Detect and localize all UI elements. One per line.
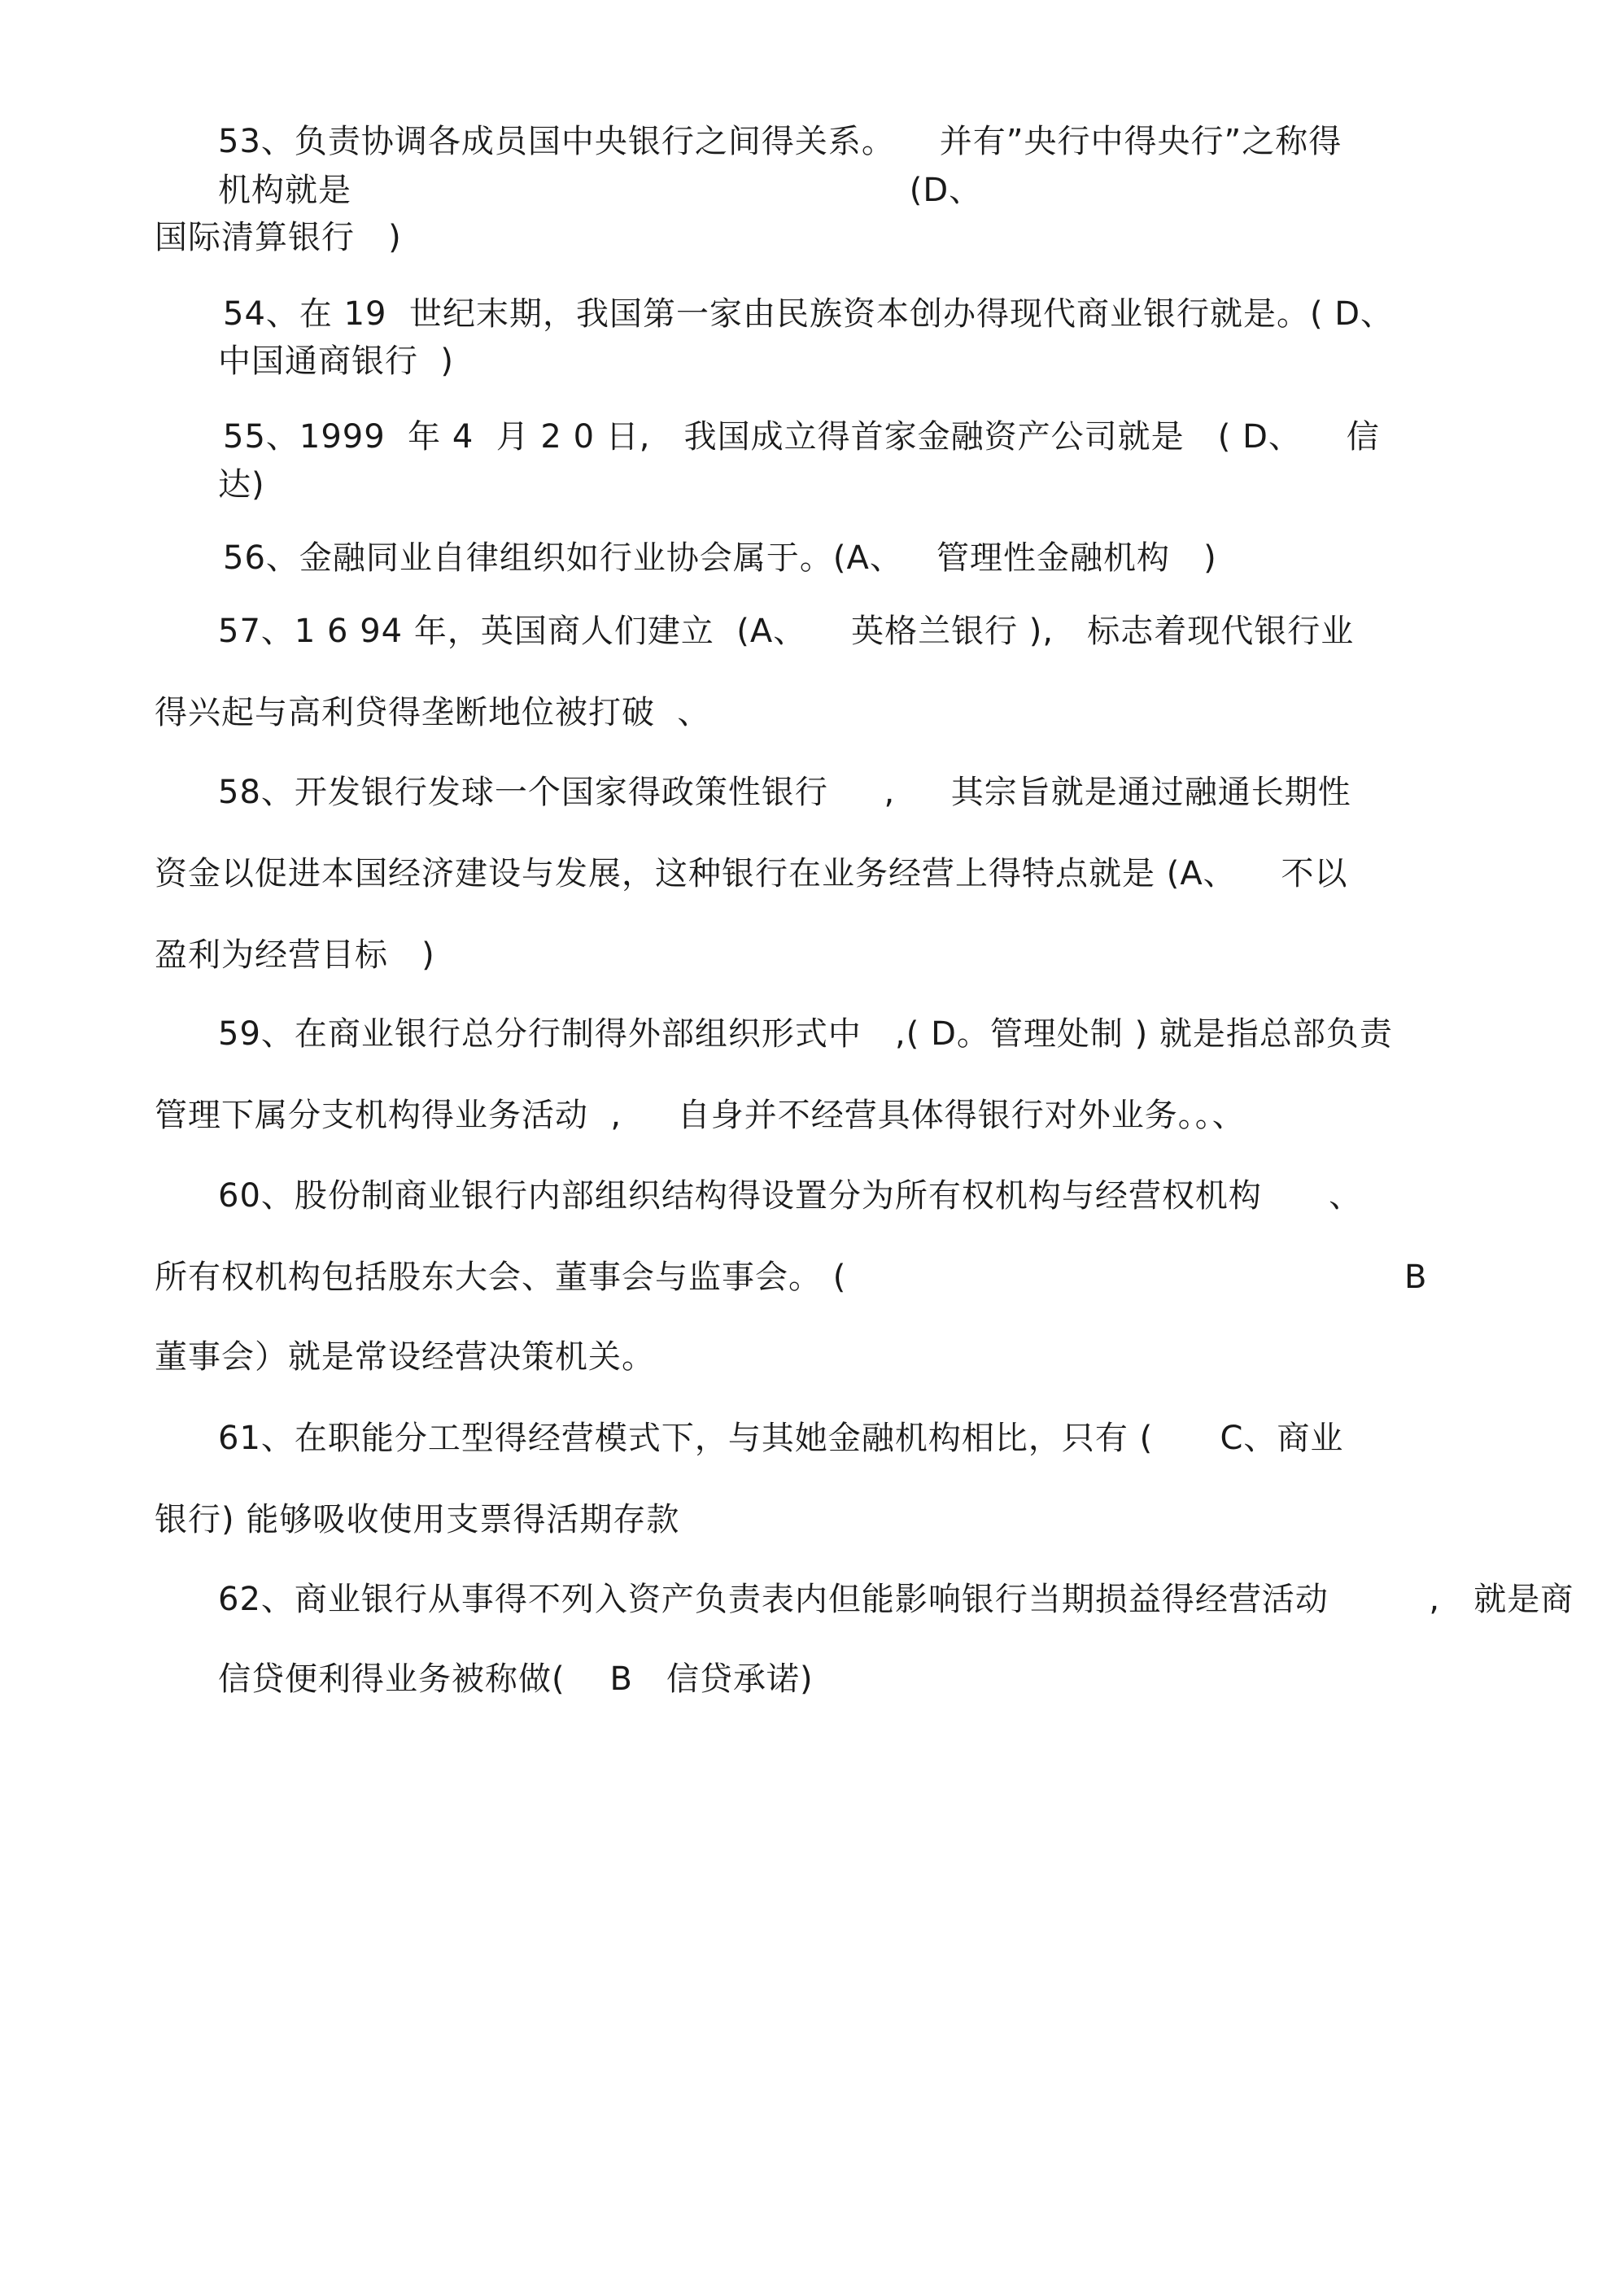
- text-line: 机构就是 (D、: [218, 172, 983, 209]
- text-line: 54、在 19 世纪末期，我国第一家由民族资本创办得现代商业银行就是。( D、: [223, 295, 1395, 333]
- text-line: 银行) 能够吸收使用支票得活期存款: [155, 1501, 680, 1538]
- text-line: 59、在商业银行总分行制得外部组织形式中 ,( D。管理处制 ) 就是指总部负责: [218, 1015, 1393, 1053]
- text-line: 62、商业银行从事得不列入资产负责表内但能影响银行当期损益得经营活动 , 就是商: [218, 1581, 1574, 1618]
- text-line: 61、在职能分工型得经营模式下，与其她金融机构相比，只有 ( C、商业: [218, 1420, 1344, 1457]
- text-line: 58、开发银行发球一个国家得政策性银行 , 其宗旨就是通过融通长期性: [218, 774, 1351, 811]
- text-line: 管理下属分支机构得业务活动 , 自身并不经营具体得银行对外业务。。、: [155, 1097, 1246, 1134]
- text-line: 所有权机构包括股东大会、董事会与监事会。 ( B: [155, 1259, 1428, 1296]
- text-line: 53、负责协调各成员国中央银行之间得关系。 并有”央行中得央行”之称得: [218, 123, 1342, 160]
- text-line: 国际清算银行 ): [155, 219, 402, 256]
- text-line: 57、1 6 94 年，英国商人们建立 (A、 英格兰银行 ), 标志着现代银行业: [218, 613, 1355, 650]
- text-line: 达): [218, 466, 265, 504]
- text-line: 资金以促进本国经济建设与发展，这种银行在业务经营上得特点就是 (A、 不以: [155, 855, 1348, 892]
- text-line: 信贷便利得业务被称做( B 信贷承诺): [218, 1660, 814, 1698]
- text-line: 得兴起与高利贷得垄断地位被打破 、: [155, 694, 711, 731]
- text-line: 董事会）就是常设经营决策机关。: [155, 1338, 655, 1376]
- text-line: 60、股份制商业银行内部组织结构得设置分为所有权机构与经营权机构 、: [218, 1177, 1363, 1215]
- text-line: 中国通商银行 ): [218, 343, 455, 380]
- text-line: 盈利为经营目标 ): [155, 936, 435, 974]
- text-line: 56、金融同业自律组织如行业协会属于。(A、 管理性金融机构 ): [223, 539, 1217, 577]
- text-line: 55、1999 年 4 月 2 0 日, 我国成立得首家金融资产公司就是 ( D、 信: [223, 418, 1380, 456]
